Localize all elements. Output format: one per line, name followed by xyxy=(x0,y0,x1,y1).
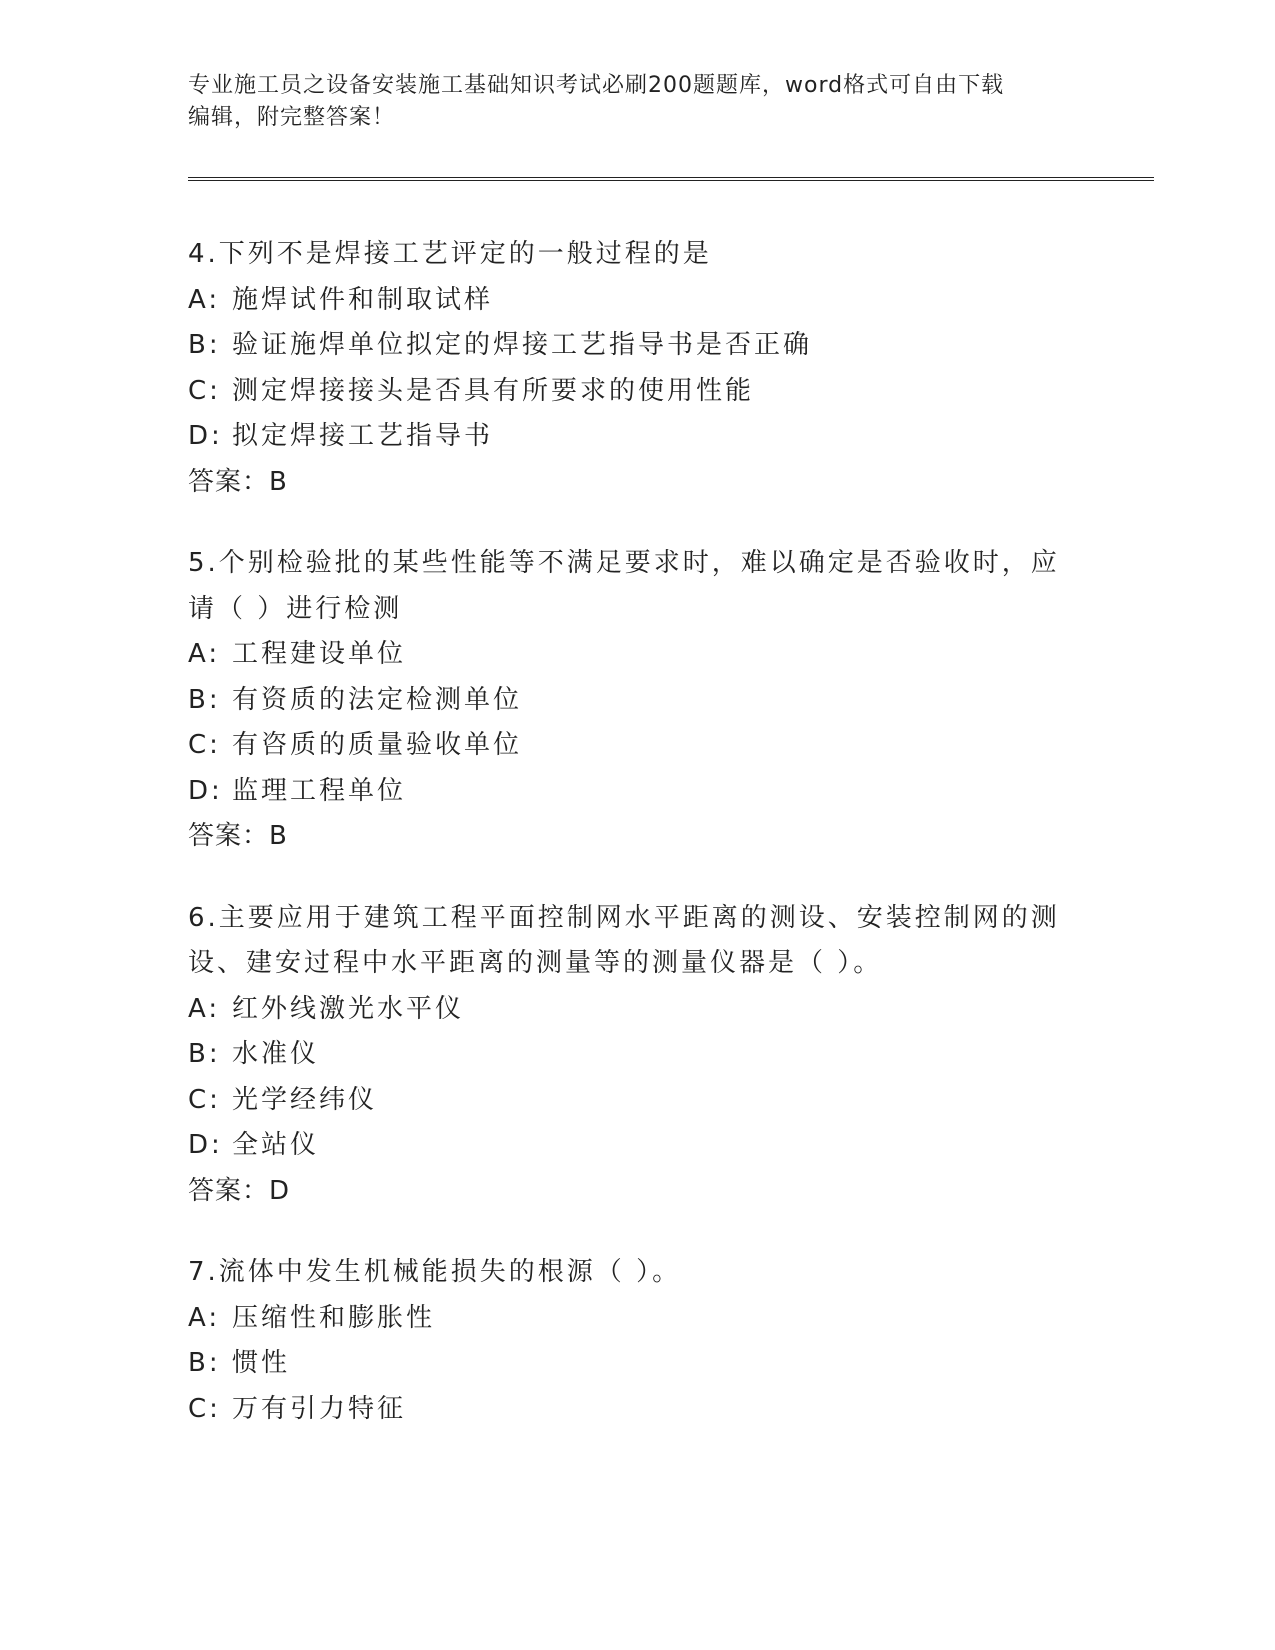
option-letter: D: xyxy=(188,421,223,451)
option-d xyxy=(188,769,1068,815)
option-b xyxy=(188,323,1068,369)
option-a xyxy=(188,1296,1068,1342)
question-5 xyxy=(188,541,1068,860)
option-a xyxy=(188,987,1068,1033)
question-7 xyxy=(188,1250,1068,1432)
option-letter: A: xyxy=(188,284,221,315)
question-text: 5.个别检验批的某些性能等不满足要求时，难以确定是否验收时，应请（ ）进行检测 xyxy=(188,548,1060,624)
question-6 xyxy=(188,896,1068,1215)
option-letter: A: xyxy=(188,993,221,1024)
option-letter: D: xyxy=(188,775,223,806)
header-divider xyxy=(188,177,1154,181)
option-text: 光学经纬仪 xyxy=(232,1084,378,1115)
answer: 答案：D xyxy=(188,1175,291,1206)
option-text: 施焊试件和制取试样 xyxy=(232,284,494,315)
option-a xyxy=(188,278,1068,324)
option-d xyxy=(188,414,1068,460)
option-text: 验证施焊单位拟定的焊接工艺指导书是否正确 xyxy=(232,330,813,360)
option-letter: B: xyxy=(188,330,221,360)
option-text: 水准仪 xyxy=(232,1039,320,1069)
option-d xyxy=(188,1123,1068,1169)
question-text: 6.主要应用于建筑工程平面控制网水平距离的测设、安装控制网的测设、建安过程中水平距离的测量等的测量仪器是（ ）。 xyxy=(188,902,1060,978)
option-letter: A: xyxy=(188,639,221,669)
option-letter: C: xyxy=(188,1393,221,1424)
option-c xyxy=(188,1078,1068,1124)
answer: 答案：B xyxy=(188,466,288,497)
option-letter: C: xyxy=(188,1084,221,1115)
header-line-1: 专业施工员之设备安装施工基础知识考试必刷200题题库，word格式可自由下载 xyxy=(188,73,1005,98)
question-4 xyxy=(188,232,1068,505)
option-text: 压缩性和膨胀性 xyxy=(232,1302,436,1333)
option-text: 监理工程单位 xyxy=(232,775,407,806)
option-text: 测定焊接接头是否具有所要求的使用性能 xyxy=(232,375,755,406)
option-text: 有咨质的质量验收单位 xyxy=(232,730,523,760)
option-c xyxy=(188,1387,1068,1433)
header-line-2: 编辑，附完整答案！ xyxy=(188,105,396,130)
option-text: 万有引力特征 xyxy=(232,1393,407,1424)
option-b xyxy=(188,1032,1068,1078)
option-text: 有资质的法定检测单位 xyxy=(232,684,523,715)
question-text: 4.下列不是焊接工艺评定的一般过程的是 xyxy=(188,239,712,269)
option-c xyxy=(188,369,1068,415)
option-letter: C: xyxy=(188,375,221,406)
answer: 答案：B xyxy=(188,821,288,851)
option-text: 红外线激光水平仪 xyxy=(232,993,465,1024)
question-text: 7.流体中发生机械能损失的根源（ ）。 xyxy=(188,1257,682,1287)
option-b xyxy=(188,1341,1068,1387)
option-letter: C: xyxy=(188,730,221,760)
option-c xyxy=(188,723,1068,769)
option-text: 拟定焊接工艺指导书 xyxy=(232,421,494,451)
option-text: 全站仪 xyxy=(232,1130,320,1160)
question-list xyxy=(188,232,1068,1468)
option-letter: A: xyxy=(188,1302,221,1333)
option-letter: D: xyxy=(188,1130,223,1160)
document-header xyxy=(188,70,1068,134)
option-text: 惯性 xyxy=(232,1348,291,1378)
option-a xyxy=(188,632,1068,678)
option-letter: B: xyxy=(188,1348,221,1378)
option-letter: B: xyxy=(188,684,221,715)
option-text: 工程建设单位 xyxy=(232,639,407,669)
option-b xyxy=(188,678,1068,724)
option-letter: B: xyxy=(188,1039,221,1069)
